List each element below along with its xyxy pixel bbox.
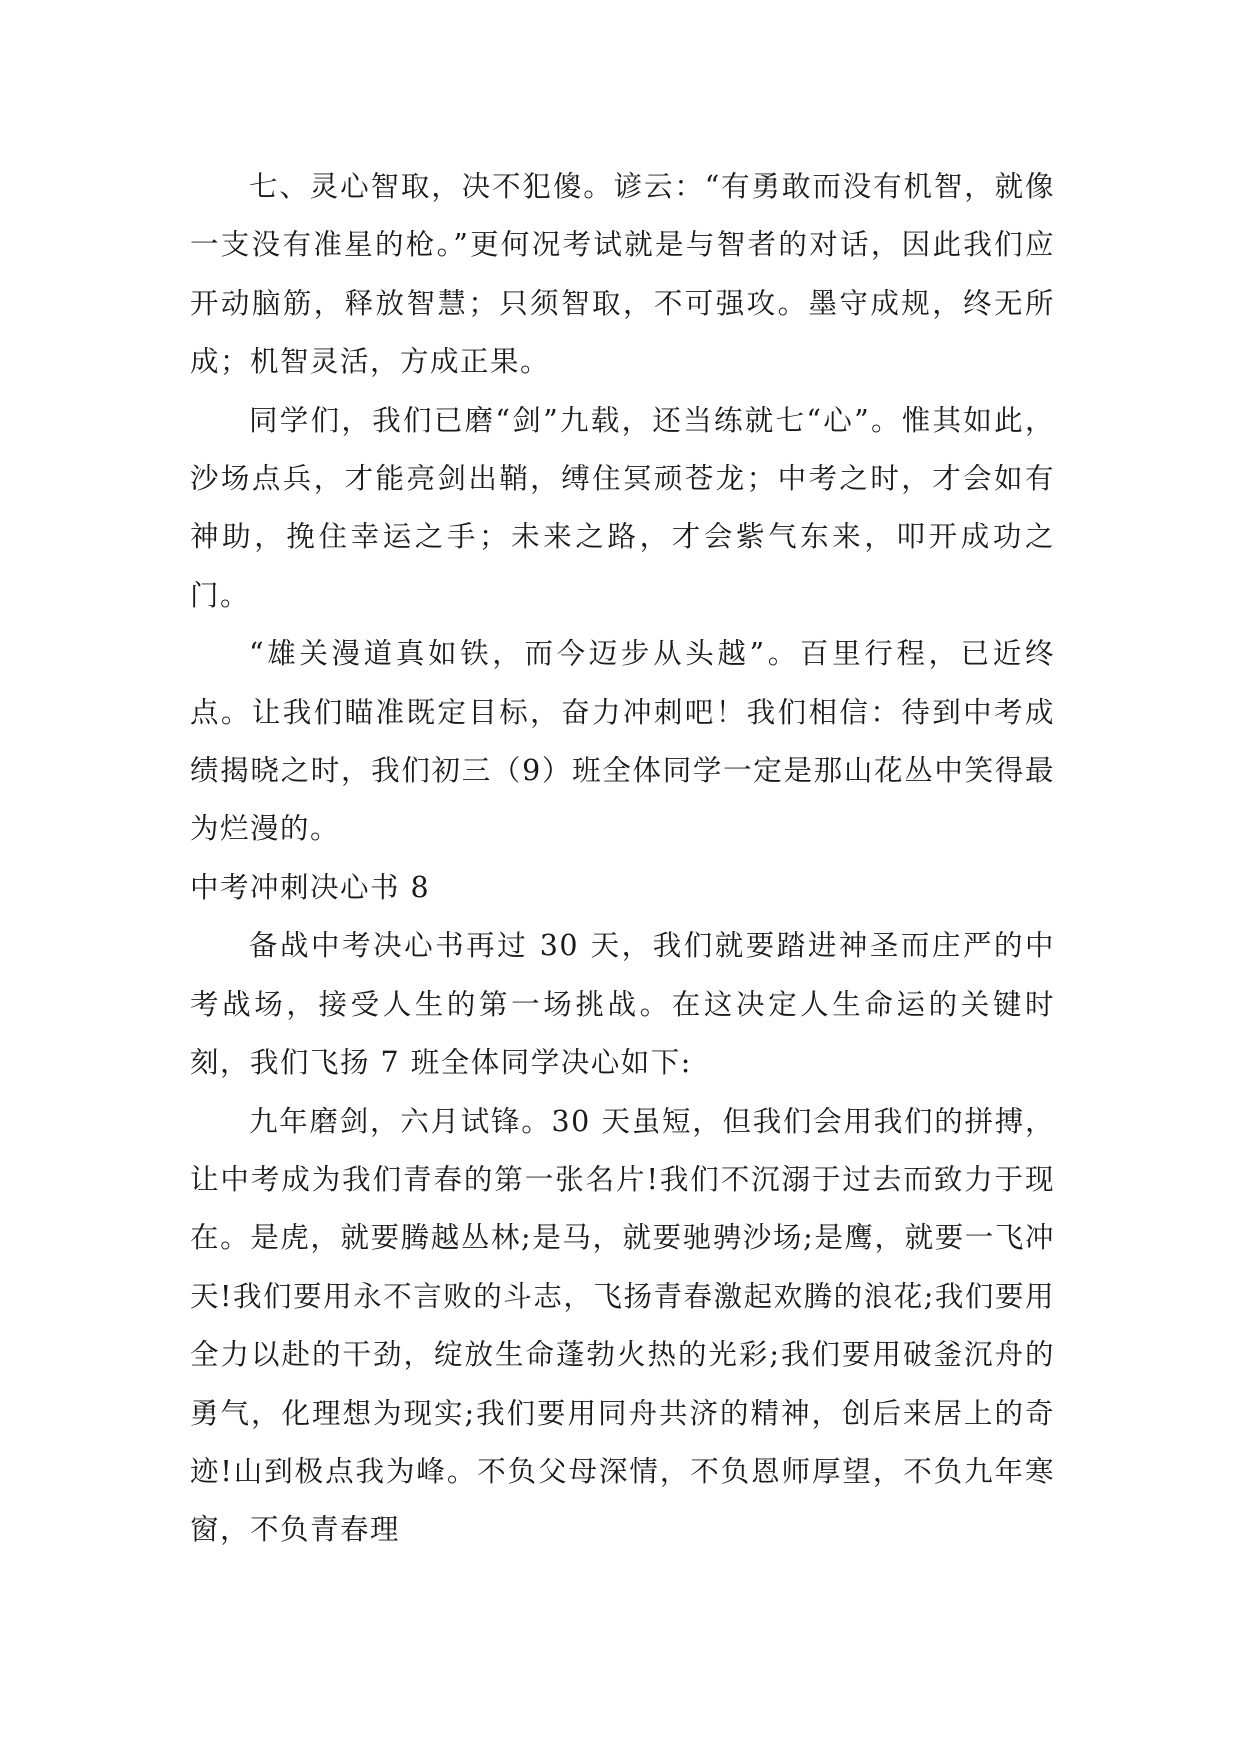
paragraph-final-sprint: “雄关漫道真如铁，而今迈步从头越”。百里行程，已近终点。让我们瞄准既定目标，奋力冲刺吧！我们相信：待到中考成绩揭晓之时，我们初三（9）班全体同学一定是那山花丛中笑得最为烂漫的。 (190, 637, 1055, 846)
paragraph-30-days: 备战中考决心书再过 30 天，我们就要踏进神圣而庄严的中考战场，接受人生的第一场挑战。在这决定人生命运的关键时刻，我们飞扬 7 班全体同学决心如下: (190, 929, 1055, 1080)
document-body (190, 158, 1055, 1560)
paragraph-nine-years: 九年磨剑，六月试锋。30 天虽短，但我们会用我们的拼搏，让中考成为我们青春的第一张名片!我们不沉溺于过去而致力于现在。是虎，就要腾越丛林;是马，就要驰骋沙场;是鹰，就要一飞冲天!我们要用永不言败的斗志，飞扬青春激起欢腾的浪花;我们要用全力以赴的干劲，绽放生命蓬勃火热的光彩;我们要用破釜沉舟的勇气，化理想为现实;我们要用同舟共济的精神，创后来居上的奇迹!山到极点我为峰。不负父母深情，不负恩师厚望，不负九年寒窗，不负青春理 (190, 1104, 1055, 1547)
paragraph-classmates: 同学们，我们已磨“剑”九载，还当练就七“心”。惟其如此，沙场点兵，才能亮剑出鞘，缚住冥顽苍龙；中考之时，才会如有神助，挽住幸运之手；未来之路，才会紫气东来，叩开成功之门。 (190, 403, 1055, 612)
section-heading: 中考冲刺决心书 8 (190, 870, 431, 904)
paragraph-seven-wisdom: 七、灵心智取，决不犯傻。谚云：“有勇敢而没有机智，就像一支没有准星的枪。”更何况考试就是与智者的对话，因此我们应开动脑筋，释放智慧；只须智取，不可强攻。墨守成规，终无所成；机智灵活，方成正果。 (190, 170, 1055, 379)
